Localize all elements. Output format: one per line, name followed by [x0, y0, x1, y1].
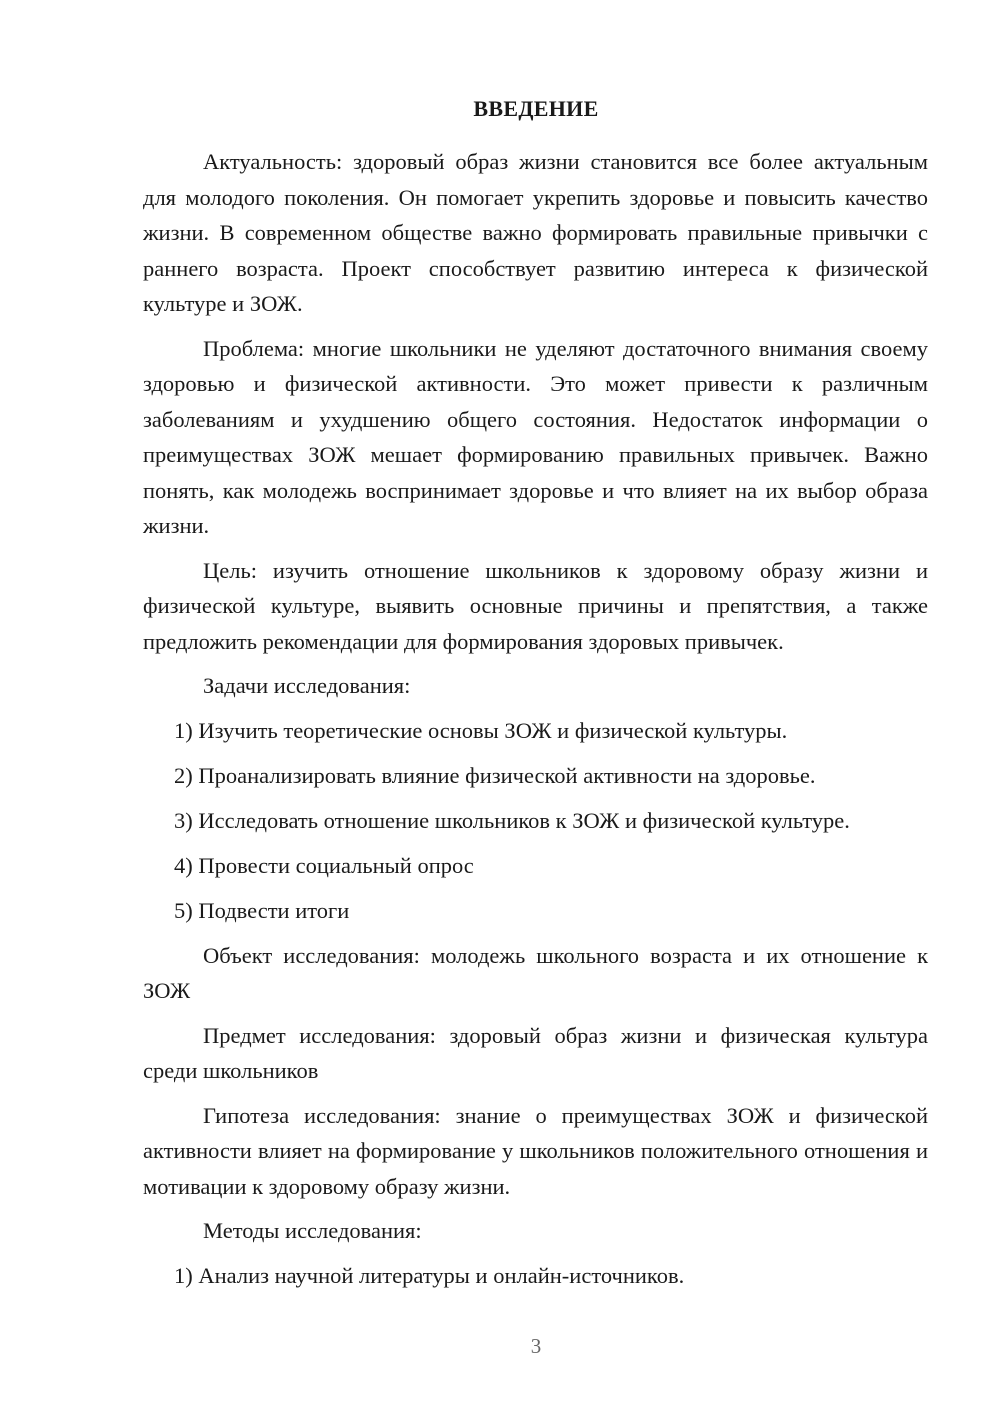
list-item: 2) Проанализировать влияние физической активности на здоровье.: [174, 762, 816, 788]
methods-list: [143, 1258, 928, 1294]
subject-paragraph: Предмет исследования: здоровый образ жизни и физическая культура среди школьников: [143, 1022, 928, 1083]
tasks-list: [143, 713, 928, 929]
object-paragraph: Объект исследования: молодежь школьного возраста и их отношение к ЗОЖ: [143, 942, 928, 1003]
list-item: 1) Анализ научной литературы и онлайн-источников.: [174, 1262, 685, 1288]
tasks-heading: Задачи исследования:: [203, 673, 411, 698]
document-body: [143, 144, 928, 1303]
page-number: 3: [530, 1334, 542, 1358]
hypothesis-paragraph: Гипотеза исследования: знание о преимуществах ЗОЖ и физической активности влияет на формирование у школьников положительного отношения и мотивации к здоровому образу жизни.: [143, 1102, 928, 1199]
relevance-paragraph: Актуальность: здоровый образ жизни становится все более актуальным для молодого поколения. Он помогает укрепить здоровье и повысить качество жизни. В современном обществе важно формировать правильные привычки с раннего возраста. Проект способствует развитию интереса к физической культуре и ЗОЖ.: [143, 149, 928, 316]
goal-paragraph: Цель: изучить отношение школьников к здоровому образу жизни и физической культуре, выявить основные причины и препятствия, а также предложить рекомендации для формирования здоровых привычек.: [143, 557, 928, 654]
list-item: 4) Провести социальный опрос: [174, 852, 474, 878]
problem-paragraph: Проблема: многие школьники не уделяют достаточного внимания своему здоровью и физической активности. Это может привести к различным заболеваниям и ухудшению общего состояния. Недостаток информации о преимуществах ЗОЖ мешает формированию правильных привычек. Важно понять, как молодежь воспринимает здоровье и что влияет на их выбор образа жизни.: [143, 335, 928, 538]
list-item: 5) Подвести итоги: [174, 897, 350, 923]
methods-heading: Методы исследования:: [203, 1218, 422, 1243]
list-item: 1) Изучить теоретические основы ЗОЖ и физической культуры.: [174, 717, 788, 743]
list-item: 3) Исследовать отношение школьников к ЗОЖ и физической культуре.: [174, 807, 850, 833]
section-title: ВВЕДЕНИЕ: [473, 96, 599, 121]
